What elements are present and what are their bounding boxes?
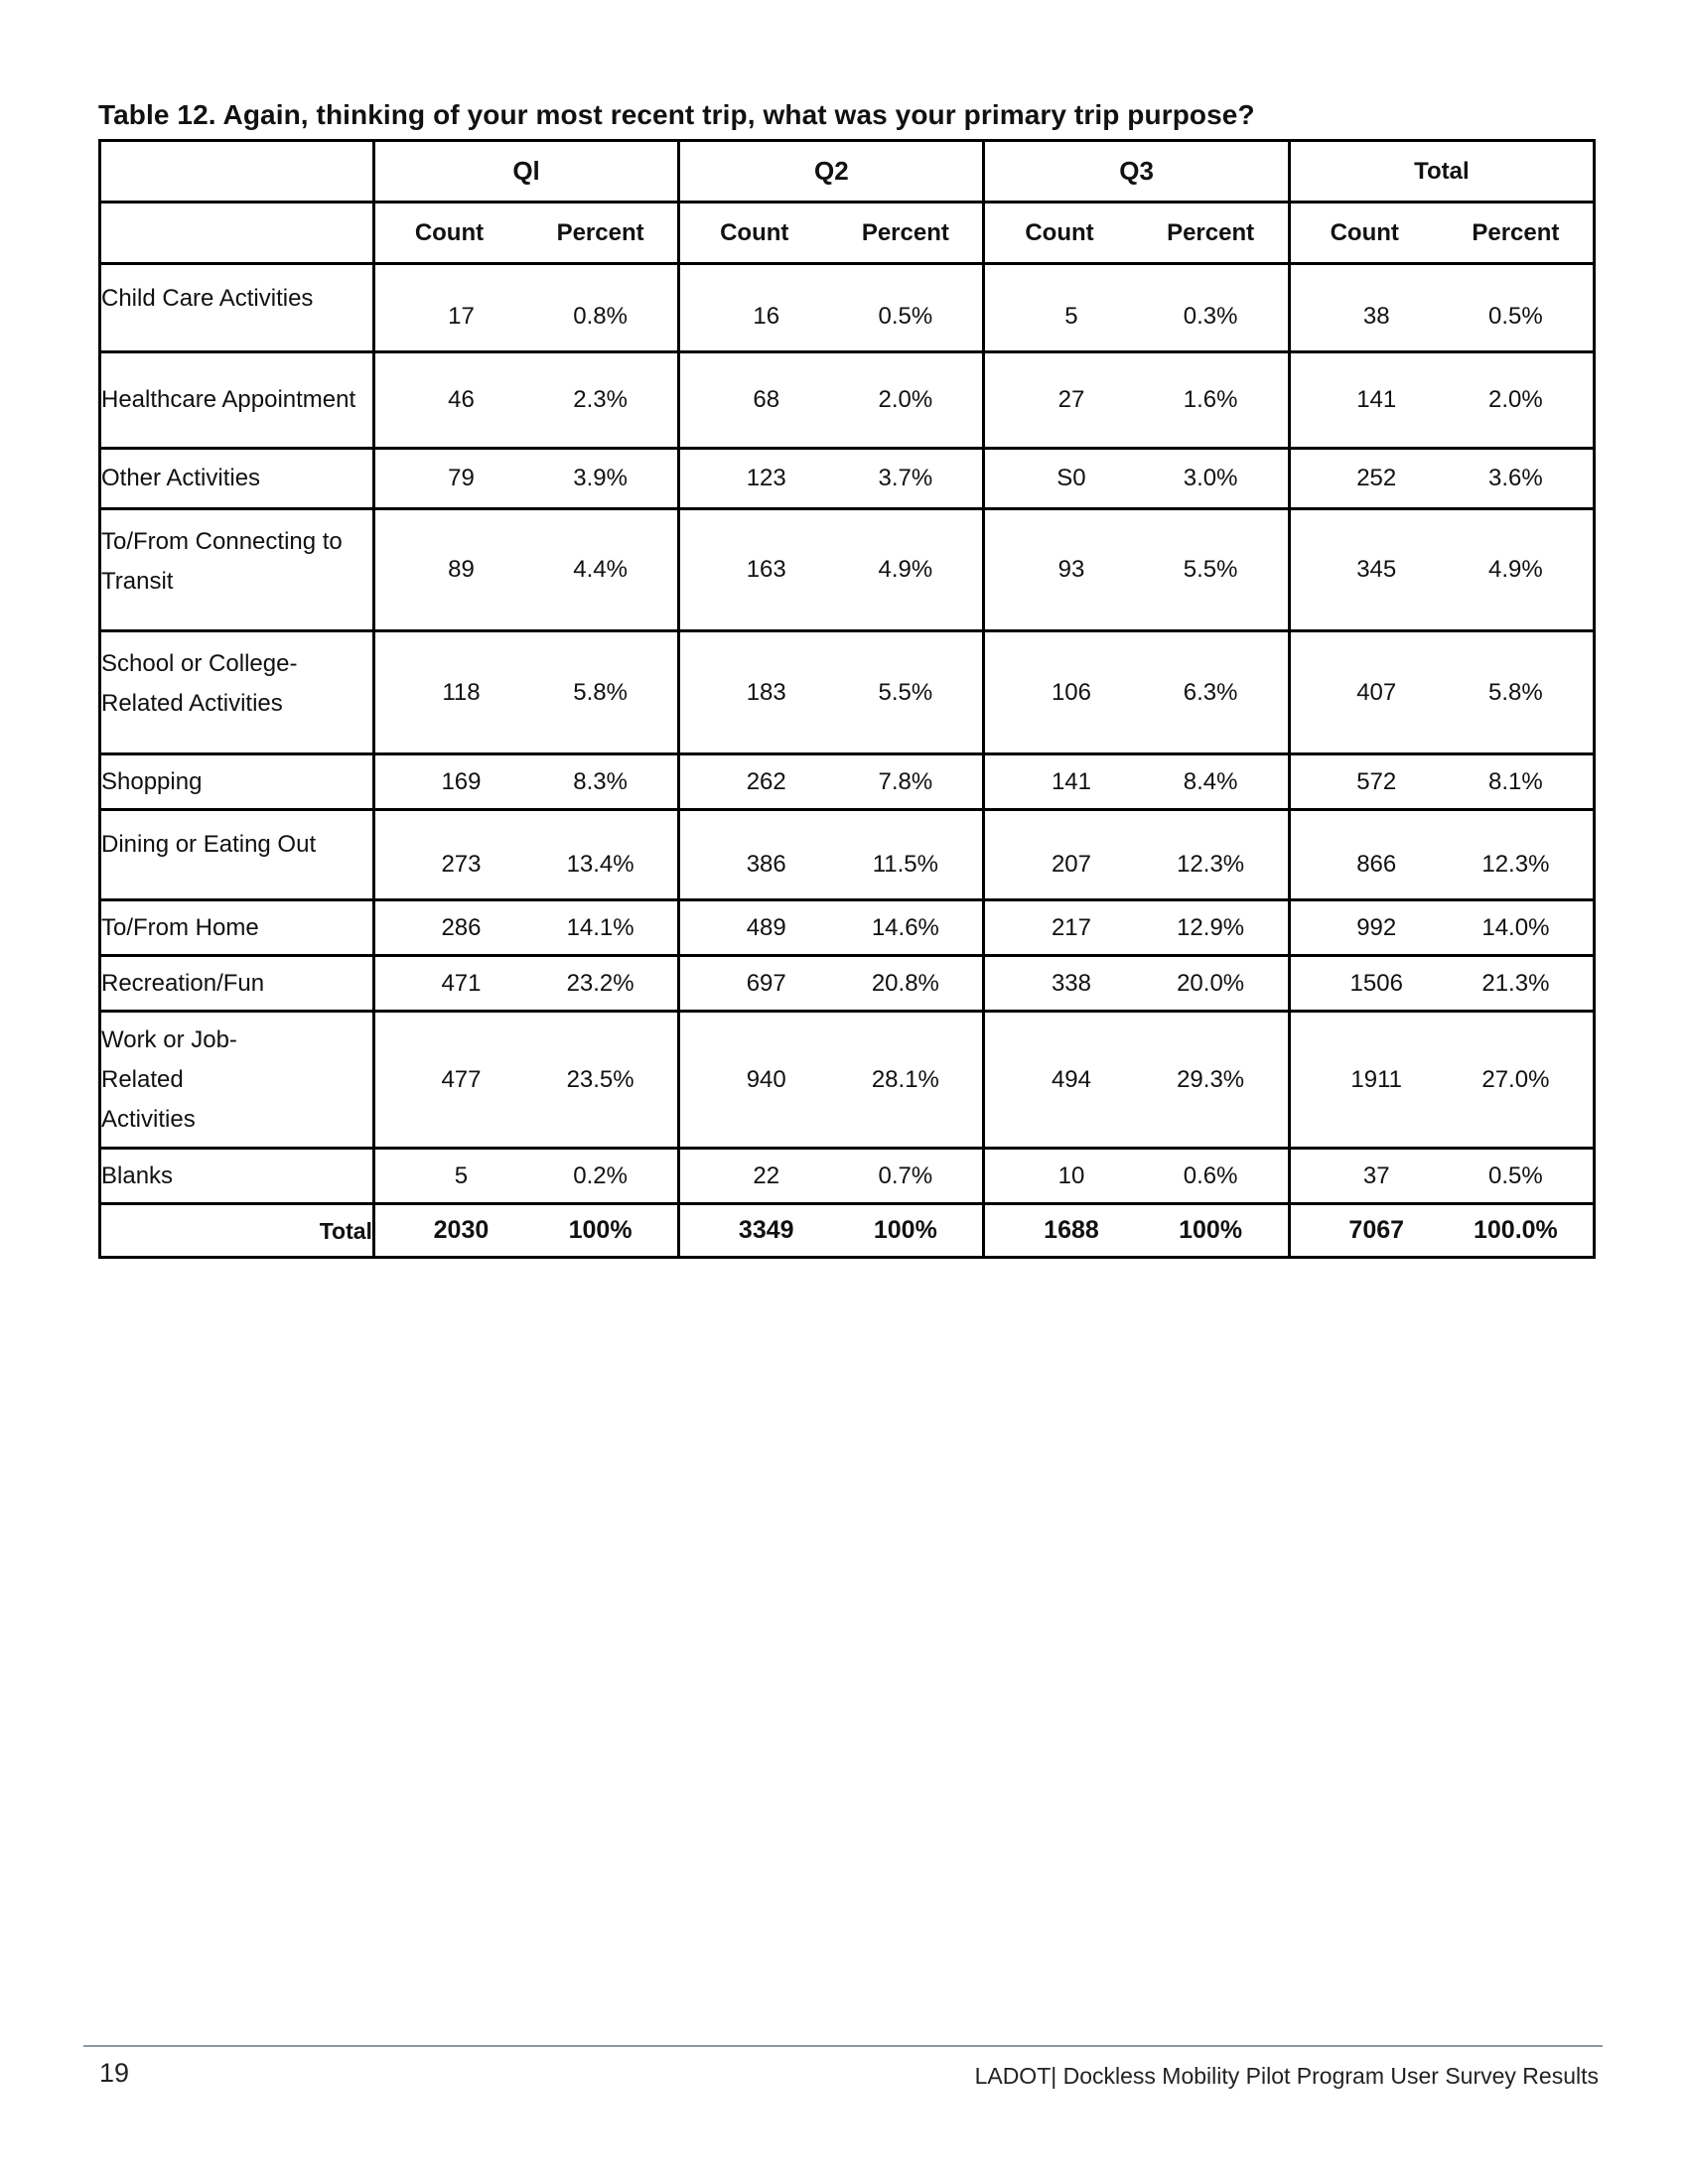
cell-percent: 14.0% [1439, 900, 1595, 956]
cell-count: 79 [373, 449, 523, 509]
cell-count: 5 [373, 1149, 523, 1204]
row-label: Healthcare Appointment [100, 352, 374, 449]
cell-count: 68 [679, 352, 829, 449]
cell-percent: 13.4% [523, 810, 679, 900]
subheader-count: Count [373, 203, 523, 264]
row-label: Child Care Activities [100, 264, 374, 352]
cell-percent: 3.6% [1439, 449, 1595, 509]
subheader-percent: Percent [828, 203, 984, 264]
cell-count: 46 [373, 352, 523, 449]
cell-count: 407 [1289, 631, 1439, 754]
cell-percent: 4.9% [828, 509, 984, 631]
cell-count: 273 [373, 810, 523, 900]
cell-percent: 14.1% [523, 900, 679, 956]
corner-cell [100, 141, 374, 203]
total-count: 2030 [373, 1204, 523, 1258]
total-label: Total [100, 1204, 374, 1258]
total-percent: 100.0% [1439, 1204, 1595, 1258]
table-row [100, 1149, 1595, 1204]
total-count: 1688 [984, 1204, 1134, 1258]
cell-count: 118 [373, 631, 523, 754]
cell-count: 252 [1289, 449, 1439, 509]
cell-percent: 5.8% [1439, 631, 1595, 754]
cell-count: 286 [373, 900, 523, 956]
cell-percent: 28.1% [828, 1012, 984, 1149]
cell-percent: 0.7% [828, 1149, 984, 1204]
table-caption: Table 12. Again, thinking of your most recent trip, what was your primary trip purpose? [98, 99, 1255, 130]
subheader-count: Count [984, 203, 1134, 264]
cell-percent: 5.5% [828, 631, 984, 754]
cell-percent: 2.0% [1439, 352, 1595, 449]
cell-percent: 2.3% [523, 352, 679, 449]
row-label: Dining or Eating Out [100, 810, 374, 900]
subheader-count: Count [1289, 203, 1439, 264]
header-q1: Ql [373, 141, 678, 203]
cell-count: 17 [373, 264, 523, 352]
header-q3: Q3 [984, 141, 1289, 203]
table-row [100, 1012, 1595, 1149]
cell-count: 183 [679, 631, 829, 754]
cell-count: 5 [984, 264, 1134, 352]
row-label: Work or Job-Related Activities [100, 1012, 374, 1149]
cell-count: 338 [984, 956, 1134, 1012]
cell-percent: 7.8% [828, 754, 984, 810]
total-count: 7067 [1289, 1204, 1439, 1258]
cell-count: 1506 [1289, 956, 1439, 1012]
cell-count: 22 [679, 1149, 829, 1204]
cell-percent: 0.5% [1439, 264, 1595, 352]
cell-percent: 11.5% [828, 810, 984, 900]
total-count: 3349 [679, 1204, 829, 1258]
total-percent: 100% [1134, 1204, 1290, 1258]
cell-percent: 8.1% [1439, 754, 1595, 810]
cell-count: S0 [984, 449, 1134, 509]
cell-percent: 12.9% [1134, 900, 1290, 956]
cell-count: 386 [679, 810, 829, 900]
cell-percent: 5.8% [523, 631, 679, 754]
cell-percent: 0.6% [1134, 1149, 1290, 1204]
row-label: To/From Home [100, 900, 374, 956]
cell-count: 16 [679, 264, 829, 352]
cell-count: 123 [679, 449, 829, 509]
cell-percent: 4.9% [1439, 509, 1595, 631]
cell-percent: 1.6% [1134, 352, 1290, 449]
cell-percent: 20.8% [828, 956, 984, 1012]
row-label: Blanks [100, 1149, 374, 1204]
cell-count: 169 [373, 754, 523, 810]
cell-count: 217 [984, 900, 1134, 956]
cell-count: 27 [984, 352, 1134, 449]
cell-percent: 0.3% [1134, 264, 1290, 352]
cell-percent: 0.5% [1439, 1149, 1595, 1204]
cell-count: 489 [679, 900, 829, 956]
table-row [100, 900, 1595, 956]
corner-cell [100, 203, 374, 264]
cell-percent: 0.5% [828, 264, 984, 352]
header-total: Total [1289, 141, 1594, 203]
cell-count: 572 [1289, 754, 1439, 810]
row-label: Shopping [100, 754, 374, 810]
row-label: To/From Connecting to Transit [100, 509, 374, 631]
cell-percent: 8.3% [523, 754, 679, 810]
cell-count: 163 [679, 509, 829, 631]
footer-divider [83, 2045, 1603, 2047]
subheader-percent: Percent [1439, 203, 1595, 264]
cell-count: 141 [984, 754, 1134, 810]
cell-count: 697 [679, 956, 829, 1012]
cell-count: 37 [1289, 1149, 1439, 1204]
cell-percent: 27.0% [1439, 1012, 1595, 1149]
cell-count: 38 [1289, 264, 1439, 352]
total-percent: 100% [523, 1204, 679, 1258]
cell-count: 1911 [1289, 1012, 1439, 1149]
cell-count: 866 [1289, 810, 1439, 900]
row-label: Recreation/Fun [100, 956, 374, 1012]
cell-count: 992 [1289, 900, 1439, 956]
cell-count: 89 [373, 509, 523, 631]
cell-percent: 8.4% [1134, 754, 1290, 810]
cell-percent: 12.3% [1439, 810, 1595, 900]
table-row [100, 352, 1595, 449]
header-q2: Q2 [679, 141, 984, 203]
cell-count: 477 [373, 1012, 523, 1149]
cell-count: 345 [1289, 509, 1439, 631]
total-row [100, 1204, 1595, 1258]
cell-percent: 12.3% [1134, 810, 1290, 900]
cell-count: 93 [984, 509, 1134, 631]
cell-percent: 20.0% [1134, 956, 1290, 1012]
cell-percent: 4.4% [523, 509, 679, 631]
table-row [100, 449, 1595, 509]
cell-count: 207 [984, 810, 1134, 900]
cell-percent: 14.6% [828, 900, 984, 956]
table-row [100, 810, 1595, 900]
quarter-header-row [100, 141, 1595, 203]
cell-percent: 3.0% [1134, 449, 1290, 509]
subheader-percent: Percent [1134, 203, 1290, 264]
row-label: Other Activities [100, 449, 374, 509]
table-row [100, 956, 1595, 1012]
cell-count: 262 [679, 754, 829, 810]
cell-count: 494 [984, 1012, 1134, 1149]
table-row [100, 509, 1595, 631]
row-label: School or College-Related Activities [100, 631, 374, 754]
subheader-count: Count [679, 203, 829, 264]
page-number: 19 [99, 2058, 130, 2088]
cell-count: 106 [984, 631, 1134, 754]
cell-percent: 23.2% [523, 956, 679, 1012]
cell-percent: 3.7% [828, 449, 984, 509]
footer-title: LADOT| Dockless Mobility Pilot Program User Survey Results [974, 2063, 1599, 2089]
subheader-percent: Percent [523, 203, 679, 264]
cell-count: 141 [1289, 352, 1439, 449]
table-row [100, 264, 1595, 352]
subheader-row [100, 203, 1595, 264]
total-percent: 100% [828, 1204, 984, 1258]
cell-percent: 21.3% [1439, 956, 1595, 1012]
cell-count: 940 [679, 1012, 829, 1149]
table-row [100, 754, 1595, 810]
trip-purpose-table [98, 139, 1596, 1259]
cell-count: 10 [984, 1149, 1134, 1204]
cell-percent: 2.0% [828, 352, 984, 449]
cell-count: 471 [373, 956, 523, 1012]
cell-percent: 29.3% [1134, 1012, 1290, 1149]
cell-percent: 0.2% [523, 1149, 679, 1204]
cell-percent: 5.5% [1134, 509, 1290, 631]
cell-percent: 6.3% [1134, 631, 1290, 754]
cell-percent: 3.9% [523, 449, 679, 509]
cell-percent: 23.5% [523, 1012, 679, 1149]
cell-percent: 0.8% [523, 264, 679, 352]
table-row [100, 631, 1595, 754]
